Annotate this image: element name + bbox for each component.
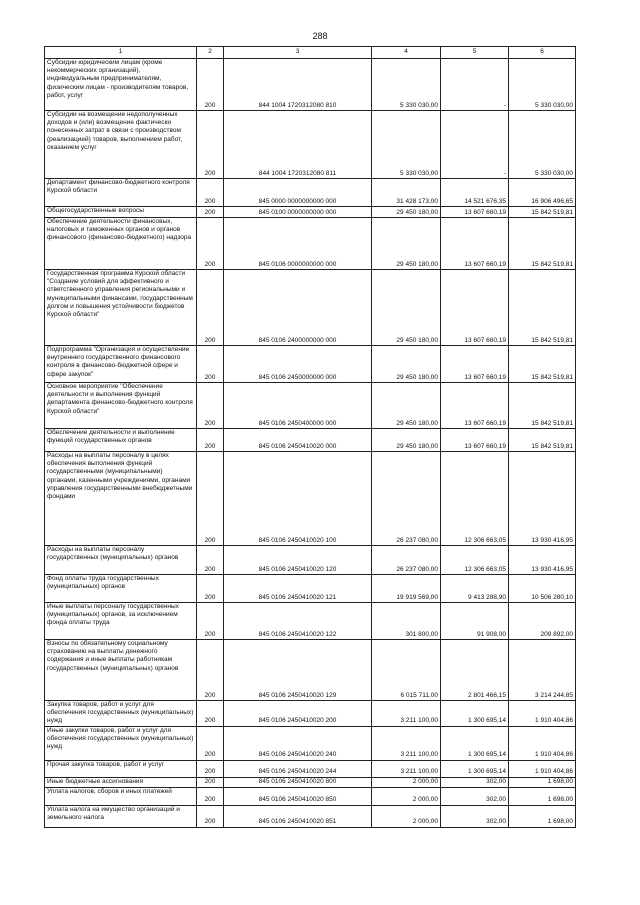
- row-line-code: 200: [197, 218, 224, 270]
- row-approved-amount: 29 450 180,00: [372, 346, 441, 383]
- row-name: Уплата налога на имущество организаций и земельного налога: [45, 805, 197, 827]
- row-unexecuted-amount: 15 842 519,81: [509, 218, 576, 270]
- table-row: [45, 726, 576, 760]
- row-budget-code: 845 0106 2450410020 000: [224, 429, 372, 452]
- row-unexecuted-amount: 5 330 030,00: [509, 111, 576, 179]
- row-name: Государственная программа Курской области "Создание условий для эффективного и ответственного управления региональными и муниципальными финансами, государственным долгом и повышения устойчивости бюджетов Курской области": [45, 270, 197, 346]
- row-budget-code: 844 1004 1720312080 811: [224, 111, 372, 179]
- row-executed-amount: 1 300 695,14: [441, 760, 509, 777]
- row-unexecuted-amount: 16 906 496,65: [509, 179, 576, 207]
- row-budget-code: 844 1004 1720312080 810: [224, 59, 372, 111]
- row-line-code: 200: [197, 787, 224, 805]
- row-approved-amount: 2 000,00: [372, 777, 441, 787]
- header-col-3: 3: [224, 47, 372, 59]
- header-col-1: 1: [45, 47, 197, 59]
- row-line-code: 200: [197, 179, 224, 207]
- row-name: Прочая закупка товаров, работ и услуг: [45, 760, 197, 777]
- row-approved-amount: 26 237 080,00: [372, 546, 441, 575]
- row-unexecuted-amount: 5 330 030,00: [509, 59, 576, 111]
- row-executed-amount: 12 306 663,05: [441, 452, 509, 546]
- table-row: [45, 346, 576, 383]
- row-executed-amount: 302,00: [441, 777, 509, 787]
- row-name: Расходы на выплаты персоналу в целях обеспечения выполнения функций государственными (муниципальными) органами, казенными учреждениями, органами управления государственными внебюджетными фондами: [45, 452, 197, 546]
- row-budget-code: 845 0106 2450410020 200: [224, 701, 372, 727]
- row-budget-code: 845 0000 0000000000 000: [224, 179, 372, 207]
- row-unexecuted-amount: 15 842 519,81: [509, 270, 576, 346]
- row-approved-amount: 29 450 180,00: [372, 218, 441, 270]
- table-row: [45, 603, 576, 640]
- row-line-code: 200: [197, 777, 224, 787]
- row-name: Субсидии юридическим лицам (кроме некоммерческих организаций), индивидуальным предпринимателям, физическим лицам - производителям товаров, работ, услуг: [45, 59, 197, 111]
- row-approved-amount: 6 015 711,00: [372, 640, 441, 701]
- table-row: [45, 640, 576, 701]
- table-row: [45, 760, 576, 777]
- table-row: [45, 270, 576, 346]
- table-row: [45, 59, 576, 111]
- row-line-code: 200: [197, 111, 224, 179]
- row-executed-amount: 9 413 288,90: [441, 575, 509, 603]
- row-executed-amount: 13 607 660,19: [441, 218, 509, 270]
- row-budget-code: 845 0106 2450400000 000: [224, 383, 372, 429]
- row-name: Уплата налогов, сборов и иных платежей: [45, 787, 197, 805]
- table-row: [45, 111, 576, 179]
- row-budget-code: 845 0106 0000000000 000: [224, 218, 372, 270]
- table-row: [45, 429, 576, 452]
- row-budget-code: 845 0106 2450410020 850: [224, 787, 372, 805]
- row-unexecuted-amount: 15 842 519,81: [509, 383, 576, 429]
- row-line-code: 200: [197, 59, 224, 111]
- row-executed-amount: 12 306 663,05: [441, 546, 509, 575]
- row-unexecuted-amount: 1 698,00: [509, 805, 576, 827]
- row-approved-amount: 29 450 180,00: [372, 429, 441, 452]
- row-approved-amount: 31 428 173,00: [372, 179, 441, 207]
- table-row: [45, 452, 576, 546]
- header-col-4: 4: [372, 47, 441, 59]
- row-line-code: 200: [197, 546, 224, 575]
- row-budget-code: 845 0106 2450410020 120: [224, 546, 372, 575]
- row-executed-amount: 14 521 676,35: [441, 179, 509, 207]
- row-executed-amount: -: [441, 111, 509, 179]
- row-unexecuted-amount: 209 892,00: [509, 603, 576, 640]
- row-unexecuted-amount: 1 910 404,86: [509, 726, 576, 760]
- row-line-code: 200: [197, 760, 224, 777]
- row-approved-amount: 26 237 080,00: [372, 452, 441, 546]
- row-executed-amount: 13 607 660,19: [441, 383, 509, 429]
- row-executed-amount: 1 300 695,14: [441, 726, 509, 760]
- row-budget-code: 845 0106 2450410020 800: [224, 777, 372, 787]
- row-line-code: 200: [197, 701, 224, 727]
- row-unexecuted-amount: 15 842 519,81: [509, 207, 576, 218]
- row-approved-amount: 301 800,00: [372, 603, 441, 640]
- table-header-row: [45, 47, 576, 59]
- row-executed-amount: 302,00: [441, 805, 509, 827]
- row-approved-amount: 5 330 030,00: [372, 59, 441, 111]
- row-executed-amount: 302,00: [441, 787, 509, 805]
- row-line-code: 200: [197, 640, 224, 701]
- row-approved-amount: 29 450 180,00: [372, 383, 441, 429]
- page-number: 288: [312, 31, 328, 41]
- row-budget-code: 845 0106 2450410020 129: [224, 640, 372, 701]
- header-col-5: 5: [441, 47, 509, 59]
- row-budget-code: 845 0106 2450410020 121: [224, 575, 372, 603]
- row-budget-code: 845 0106 2450410020 100: [224, 452, 372, 546]
- row-unexecuted-amount: 13 930 416,95: [509, 546, 576, 575]
- row-name: Фонд оплаты труда государственных (муниципальных) органов: [45, 575, 197, 603]
- row-name: Общегосударственные вопросы: [45, 207, 197, 218]
- row-name: Подпрограмма "Организация и осуществление внутреннего государственного финансового контроля в финансово-бюджетной сфере и сфере закупок": [45, 346, 197, 383]
- row-line-code: 200: [197, 805, 224, 827]
- row-executed-amount: 1 300 695,14: [441, 701, 509, 727]
- row-name: Взносы по обязательному социальному страхованию на выплаты денежного содержания и иные выплаты работникам государственных (муниципальных) органов: [45, 640, 197, 701]
- row-budget-code: 845 0106 2400000000 000: [224, 270, 372, 346]
- row-budget-code: 845 0106 2450000000 000: [224, 346, 372, 383]
- header-col-6: 6: [509, 47, 576, 59]
- table-row: [45, 805, 576, 827]
- row-unexecuted-amount: 1 698,00: [509, 777, 576, 787]
- table-row: [45, 546, 576, 575]
- row-line-code: 200: [197, 575, 224, 603]
- table-row: [45, 787, 576, 805]
- row-unexecuted-amount: 3 214 244,85: [509, 640, 576, 701]
- row-name: Обеспечение деятельности финансовых, налоговых и таможенных органов и органов финансового (финансово-бюджетного) надзора: [45, 218, 197, 270]
- row-executed-amount: 13 607 660,19: [441, 429, 509, 452]
- row-executed-amount: 91 908,00: [441, 603, 509, 640]
- row-executed-amount: 13 607 660,19: [441, 207, 509, 218]
- row-unexecuted-amount: 1 698,00: [509, 787, 576, 805]
- table-row: [45, 777, 576, 787]
- row-approved-amount: 29 450 180,00: [372, 270, 441, 346]
- row-approved-amount: 29 450 180,00: [372, 207, 441, 218]
- row-line-code: 200: [197, 726, 224, 760]
- row-line-code: 200: [197, 603, 224, 640]
- table-row: [45, 575, 576, 603]
- row-unexecuted-amount: 1 910 404,86: [509, 760, 576, 777]
- row-name: Иные бюджетные ассигнования: [45, 777, 197, 787]
- row-approved-amount: 3 211 100,00: [372, 760, 441, 777]
- row-unexecuted-amount: 10 506 280,10: [509, 575, 576, 603]
- row-name: Основное мероприятие "Обеспечение деятельности и выполнения функций департамента финансово-бюджетного контроля Курской области": [45, 383, 197, 429]
- table-row: [45, 383, 576, 429]
- row-line-code: 200: [197, 452, 224, 546]
- row-unexecuted-amount: 15 842 519,81: [509, 346, 576, 383]
- row-budget-code: 845 0106 2450410020 851: [224, 805, 372, 827]
- table-row: [45, 179, 576, 207]
- table-row: [45, 207, 576, 218]
- row-budget-code: 845 0100 0000000000 000: [224, 207, 372, 218]
- row-line-code: 200: [197, 346, 224, 383]
- row-name: Обеспечение деятельности и выполнение функций государственных органов: [45, 429, 197, 452]
- row-name: Иные закупки товаров, работ и услуг для обеспечения государственных (муниципальных) нужд: [45, 726, 197, 760]
- row-executed-amount: 13 607 660,19: [441, 346, 509, 383]
- row-approved-amount: 2 000,00: [372, 805, 441, 827]
- row-approved-amount: 2 000,00: [372, 787, 441, 805]
- row-line-code: 200: [197, 270, 224, 346]
- row-budget-code: 845 0106 2450410020 240: [224, 726, 372, 760]
- row-name: Иные выплаты персоналу государственных (муниципальных) органов, за исключением фонда оплаты труда: [45, 603, 197, 640]
- row-approved-amount: 19 919 569,00: [372, 575, 441, 603]
- row-approved-amount: 3 211 100,00: [372, 701, 441, 727]
- table-row: [45, 701, 576, 727]
- row-name: Субсидии на возмещение недополученных доходов и (или) возмещение фактически понесенных затрат в связи с производством (реализацией) товаров, выполнением работ, оказанием услуг: [45, 111, 197, 179]
- row-unexecuted-amount: 13 930 416,95: [509, 452, 576, 546]
- budget-table: [44, 46, 576, 828]
- row-executed-amount: 2 801 466,15: [441, 640, 509, 701]
- row-name: Закупка товаров, работ и услуг для обеспечения государственных (муниципальных) нужд: [45, 701, 197, 727]
- row-executed-amount: -: [441, 59, 509, 111]
- row-name: Департамент финансово-бюджетного контроля Курской области: [45, 179, 197, 207]
- row-unexecuted-amount: 1 910 404,86: [509, 701, 576, 727]
- row-line-code: 200: [197, 207, 224, 218]
- row-executed-amount: 13 607 660,19: [441, 270, 509, 346]
- row-line-code: 200: [197, 429, 224, 452]
- header-col-2: 2: [197, 47, 224, 59]
- table-row: [45, 218, 576, 270]
- row-name: Расходы на выплаты персоналу государственных (муниципальных) органов: [45, 546, 197, 575]
- row-line-code: 200: [197, 383, 224, 429]
- row-approved-amount: 3 211 100,00: [372, 726, 441, 760]
- row-budget-code: 845 0106 2450410020 122: [224, 603, 372, 640]
- row-unexecuted-amount: 15 842 519,81: [509, 429, 576, 452]
- row-budget-code: 845 0106 2450410020 244: [224, 760, 372, 777]
- row-approved-amount: 5 330 030,00: [372, 111, 441, 179]
